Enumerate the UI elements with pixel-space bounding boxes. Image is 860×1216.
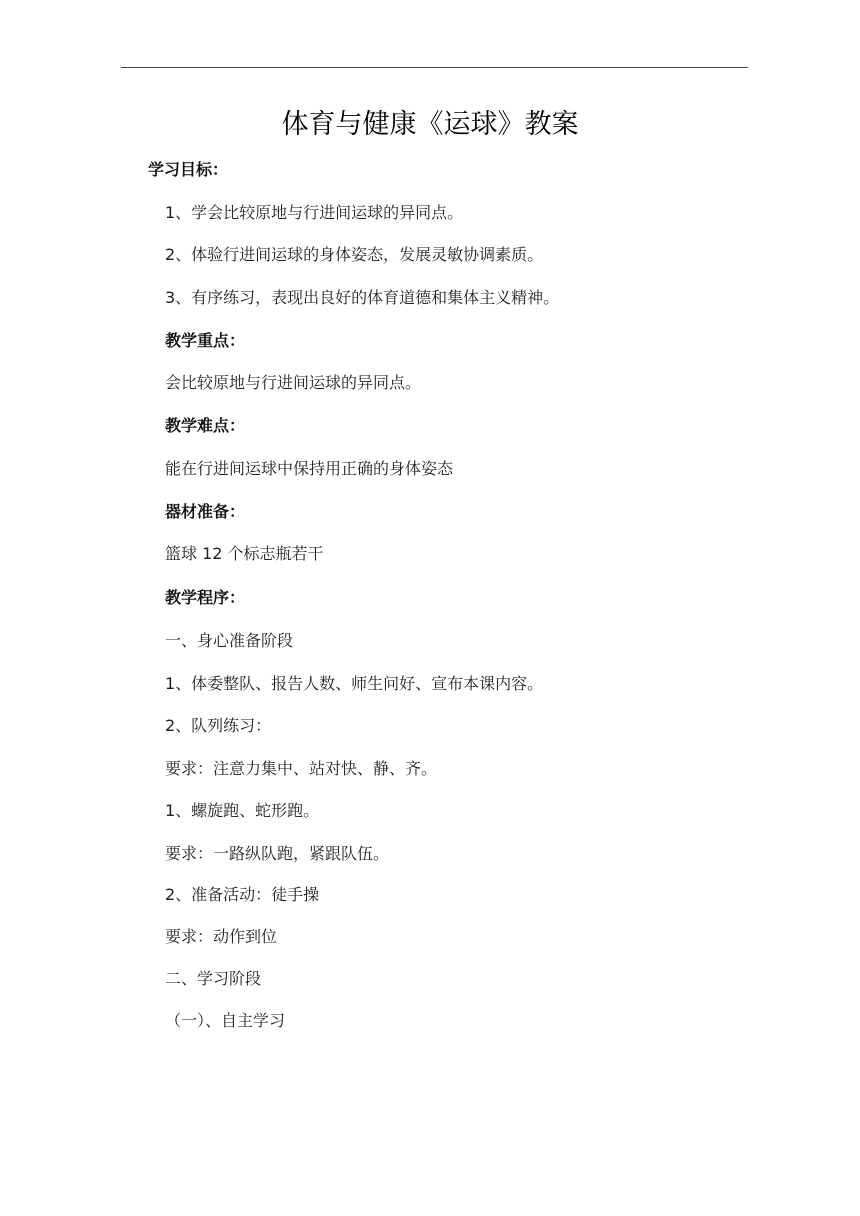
section-heading-equipment: 器材准备： xyxy=(165,502,246,521)
procedure-requirement: 要求：一路纵队跑，紧跟队伍。 xyxy=(165,844,390,863)
paragraph: 篮球 12 个标志瓶若干 xyxy=(165,544,324,563)
objective-item: 2、体验行进间运球的身体姿态，发展灵敏协调素质。 xyxy=(165,245,544,264)
procedure-requirement: 要求：动作到位 xyxy=(165,927,278,946)
section-heading-procedure: 教学程序： xyxy=(165,588,246,607)
procedure-item: 2、队列练习： xyxy=(165,716,272,735)
objective-item: 3、有序练习，表现出良好的体育道德和集体主义精神。 xyxy=(165,288,560,307)
paragraph: 会比较原地与行进间运球的异同点。 xyxy=(165,373,422,392)
procedure-subheading: （一）、自主学习 xyxy=(165,1011,286,1030)
procedure-stage-heading: 二、学习阶段 xyxy=(165,969,262,988)
section-heading-key-points: 教学重点： xyxy=(165,331,246,350)
procedure-item: 1、体委整队、报告人数、师生问好、宣布本课内容。 xyxy=(165,674,544,693)
procedure-requirement: 要求：注意力集中、站对快、静、齐。 xyxy=(165,759,438,778)
section-heading-difficulties: 教学难点： xyxy=(165,416,246,435)
section-heading-objectives: 学习目标： xyxy=(148,160,229,179)
paragraph: 能在行进间运球中保持用正确的身体姿态 xyxy=(165,459,454,478)
procedure-item: 1、螺旋跑、蛇形跑。 xyxy=(165,801,320,820)
procedure-stage-heading: 一、身心准备阶段 xyxy=(165,631,294,650)
procedure-item: 2、准备活动：徒手操 xyxy=(165,885,320,904)
document-title: 体育与健康《运球》教案 xyxy=(281,109,579,140)
header-rule xyxy=(121,67,748,68)
objective-item: 1、学会比较原地与行进间运球的异同点。 xyxy=(165,203,464,222)
